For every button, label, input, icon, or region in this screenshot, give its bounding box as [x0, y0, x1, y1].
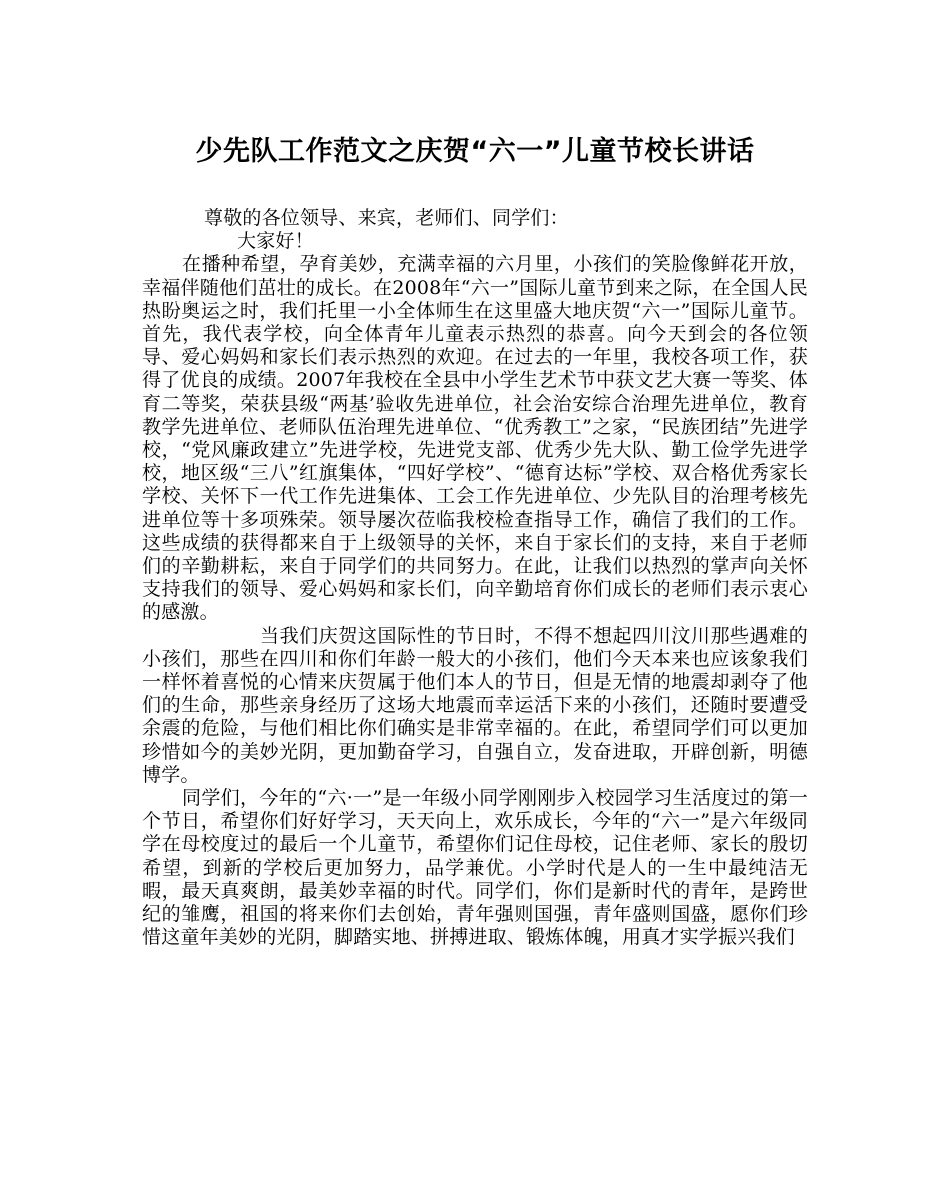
- body-paragraph: 同学们，今年的“六·一”是一年级小同学刚刚步入校园学习生活度过的第一个节日，希望你们好好学习，天天向上，欢乐成长，今年的“六一”是六年级同学在母校度过的最后一个儿童节，希望你们记住母校，记住老师、家长的殷切希望，到新的学校后更加努力，品学兼优。小学时代是人的一生中最纯洁无暇，最天真爽朗，最美妙幸福的时代。同学们，你们是新时代的青年，是跨世纪的雏鹰，祖国的将来你们去创始，青年强则国强，青年盛则国盛，愿你们珍惜这童年美妙的光阴，脚踏实地、拼搏进取、锻炼体魄，用真才实学振兴我们: [142, 787, 808, 949]
- salutation-line: 尊敬的各位领导、来宾，老师们、同学们：: [204, 207, 569, 229]
- greeting-line: 大家好！: [237, 230, 314, 253]
- document-body: [142, 207, 808, 950]
- body-paragraph: 在播种希望，孕育美妙，充满幸福的六月里，小孩们的笑脸像鲜花开放，幸福伴随他们茁壮的成长。在2008年“六一”国际儿童节到来之际，在全国人民热盼奥运之时，我们托里一小全体师生在这里盛大地庆贺“六一”国际儿童节。首先，我代表学校，向全体青年儿童表示热烈的恭喜。向今天到会的各位领导、爱心妈妈和家长们表示热烈的欢迎。在过去的一年里，我校各项工作，获得了优良的成绩。2007年我校在全县中小学生艺术节中获文艺大赛一等奖、体育二等奖，荣获县级“两基’验收先进单位，社会治安综合治理先进单位，教育教学先进单位、老师队伍治理先进单位、“优秀教工”之家，“民族团结”先进学校，“党风廉政建立”先进学校，先进党支部、优秀少先大队、勤工俭学先进学校，地区级“三八”红旗集体，“四好学校”、“德育达标”学校、双合格优秀家长学校、关怀下一代工作先进集体、工会工作先进单位、少先队目的治理考核先进单位等十多项殊荣。领导屡次莅临我校检查指导工作，确信了我们的工作。这些成绩的获得都来自于上级领导的关怀，来自于家长们的支持，来自于老师们的辛勤耕耘，来自于同学们的共同努力。在此，让我们以热烈的掌声向关怀支持我们的领导、爱心妈妈和家长们，向辛勤培育你们成长的老师们表示衷心的感激。: [142, 253, 808, 624]
- body-paragraph: 当我们庆贺这国际性的节日时，不得不想起四川汶川那些遇难的小孩们，那些在四川和你们年龄一般大的小孩们，他们今天本来也应该象我们一样怀着喜悦的心情来庆贺属于他们本人的节日，但是无情的地震却剥夺了他们的生命，那些亲身经历了这场大地震而幸运活下来的小孩们，还随时要遭受余震的危险，与他们相比你们确实是非常幸福的。在此，希望同学们可以更加珍惜如今的美妙光阴，更加勤奋学习，自强自立，发奋进取，开辟创新，明德博学。: [142, 624, 808, 786]
- document-title: 少先队工作范文之庆贺“六一”儿童节校长讲话: [195, 136, 755, 167]
